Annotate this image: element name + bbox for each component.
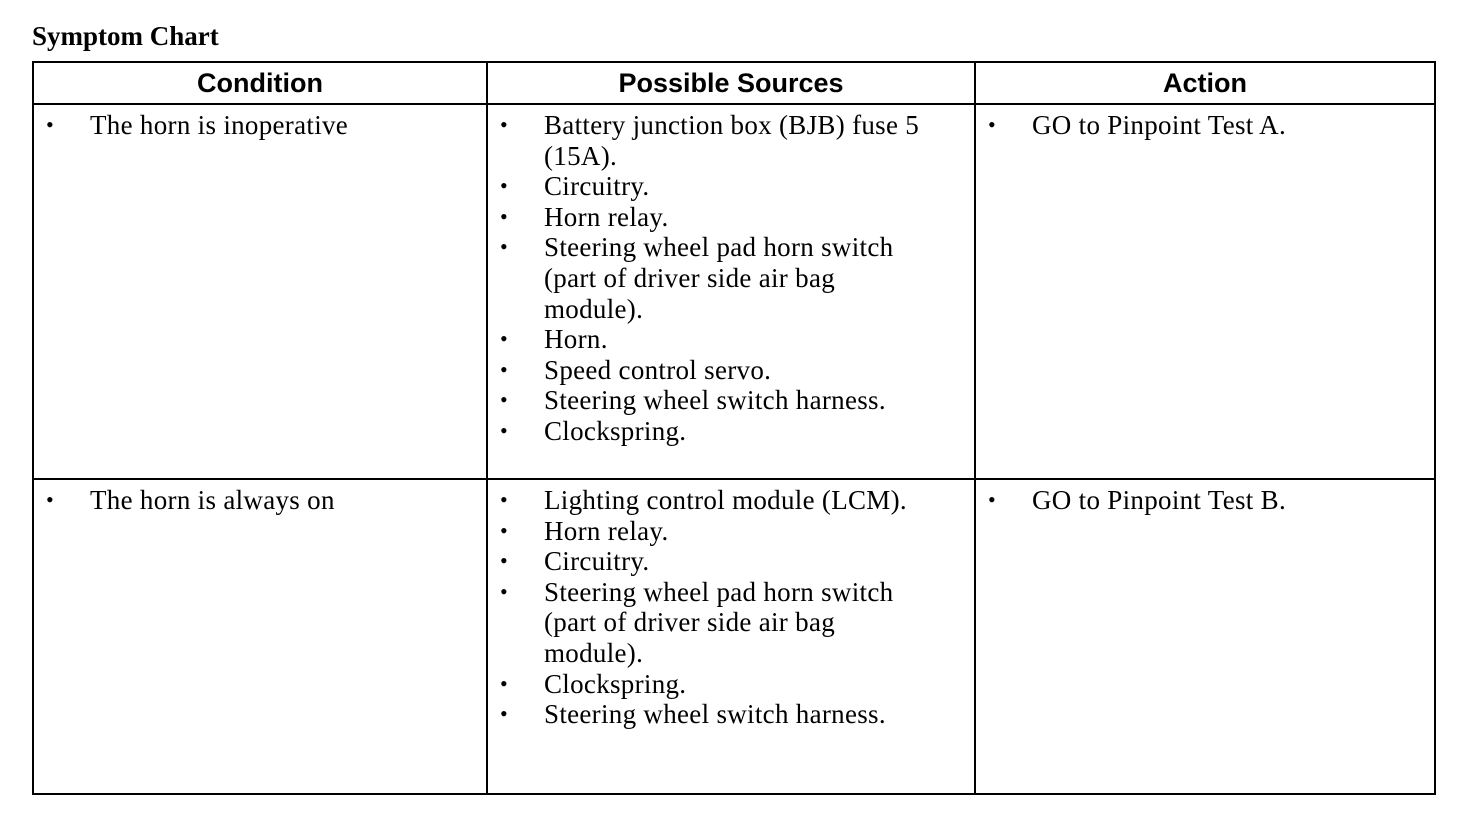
table-row [33, 104, 1435, 479]
bullet-icon: • [500, 487, 509, 512]
header-row [33, 62, 1435, 104]
source-text: Steering wheel switch harness. [544, 699, 886, 730]
bullet-icon: • [500, 356, 509, 382]
list-item [500, 669, 964, 700]
action-text: GO to Pinpoint Test B. [1032, 485, 1286, 515]
condition-cell [33, 479, 487, 794]
action-cell [975, 479, 1435, 794]
list-item [500, 416, 964, 447]
list-item [500, 577, 964, 669]
list-item [500, 355, 964, 386]
list-item [500, 385, 964, 416]
column-header-action: Action [975, 62, 1435, 104]
symptom-table [32, 61, 1436, 795]
list-item [500, 232, 964, 324]
action-list [976, 105, 1434, 141]
column-header-condition: Condition [33, 62, 487, 104]
condition-list [34, 105, 486, 141]
source-text: Horn relay. [544, 515, 669, 546]
list-item [500, 516, 964, 547]
source-text: Circuitry. [544, 546, 650, 577]
action-cell [975, 104, 1435, 479]
source-text: Horn relay. [544, 201, 669, 232]
condition-text: The horn is always on [90, 485, 335, 515]
list-item [988, 110, 1424, 141]
list-item [500, 546, 964, 577]
source-text: Clockspring. [544, 668, 687, 699]
page-title: Symptom Chart [32, 21, 219, 51]
bullet-icon: • [500, 517, 509, 543]
bullet-icon: • [500, 326, 509, 352]
list-item [500, 324, 964, 355]
bullet-icon: • [500, 234, 509, 260]
list-item [46, 485, 476, 516]
bullet-icon: • [46, 112, 55, 137]
source-text: Steering wheel switch harness. [544, 385, 886, 416]
bullet-icon: • [988, 112, 997, 137]
possible-sources-cell [487, 104, 975, 479]
possible-sources-cell [487, 479, 975, 794]
list-item [46, 110, 476, 141]
bullet-icon: • [500, 670, 509, 696]
source-text: Battery junction box (BJB) fuse 5 (15A). [544, 110, 920, 171]
condition-list [34, 480, 486, 516]
source-text: Steering wheel pad horn switch (part of driver side air bag module). [544, 576, 894, 668]
source-text: Speed control servo. [544, 354, 772, 385]
source-text: Steering wheel pad horn switch (part of driver side air bag module). [544, 232, 894, 324]
bullet-icon: • [500, 578, 509, 604]
source-text: Clockspring. [544, 415, 687, 446]
column-header-possible-sources: Possible Sources [487, 62, 975, 104]
list-item [500, 485, 964, 516]
bullet-icon: • [500, 548, 509, 574]
table-row [33, 479, 1435, 794]
condition-text: The horn is inoperative [90, 110, 349, 140]
bullet-icon: • [500, 387, 509, 413]
condition-cell [33, 104, 487, 479]
list-item [500, 202, 964, 233]
bullet-icon: • [988, 487, 997, 512]
list-item [500, 699, 964, 730]
source-text: Horn. [544, 324, 608, 355]
bullet-icon: • [500, 701, 509, 727]
source-text: Lighting control module (LCM). [544, 485, 907, 515]
list-item [500, 171, 964, 202]
bullet-icon: • [46, 487, 55, 512]
bullet-icon: • [500, 173, 509, 199]
action-list [976, 480, 1434, 516]
possible-sources-list [488, 480, 974, 730]
source-text: Circuitry. [544, 171, 650, 202]
possible-sources-list [488, 105, 974, 447]
bullet-icon: • [500, 417, 509, 443]
list-item [988, 485, 1424, 516]
bullet-icon: • [500, 112, 509, 137]
bullet-icon: • [500, 203, 509, 229]
list-item [500, 110, 964, 171]
action-text: GO to Pinpoint Test A. [1032, 110, 1286, 140]
